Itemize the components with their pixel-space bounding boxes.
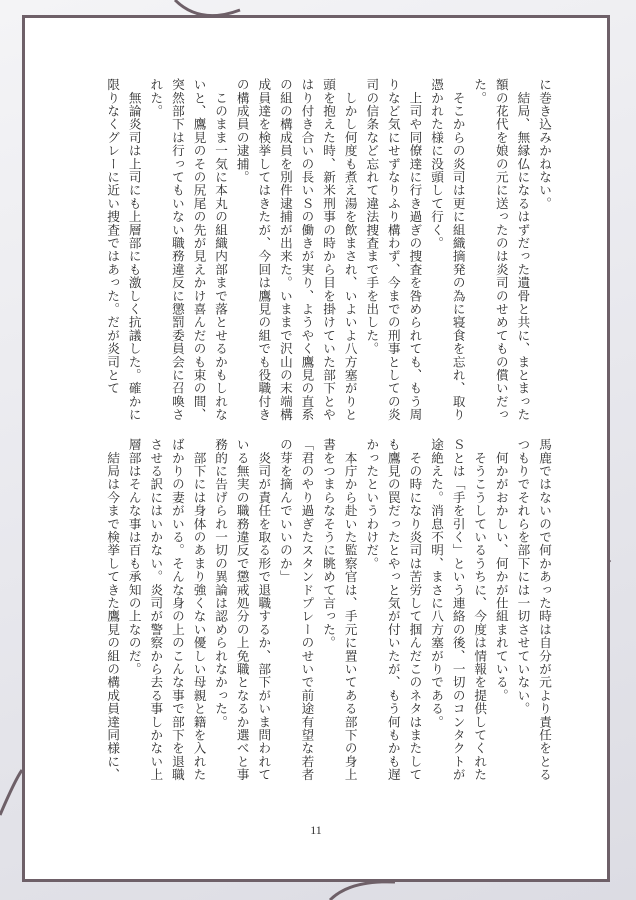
- manuscript-page: [22, 15, 610, 882]
- paragraph: 「君のやり過ぎたスタンドプレーのせいで前途有望な若者の芽を摘んでいいのか」: [277, 438, 315, 782]
- paragraph: そこからの炎司は更に組織摘発の為に寝食を忘れ、取り憑かれた様に没頭して行く。: [429, 78, 466, 422]
- paragraph: このまま一気に本丸の組織内部まで落とせるかもしれないと、鷹見のその尻尾の先が見えかけ喜んだのも束の間、突然部下は行ってもいない職務違反に懲罰委員会に召喚された。: [148, 78, 229, 422]
- paragraph: 何かがおかしい、何かが仕組まれている。: [493, 438, 509, 702]
- paragraph: 結局、無縁仏になるはずだった遺骨と共に、まとまった額の花代を娘の元に送ったのは炎司のせめてもの償いだった。: [472, 78, 531, 422]
- paragraph: 結局は今まで検挙してきた鷹見の組の構成員達同様に、: [105, 438, 121, 782]
- lower-text-block: [69, 438, 555, 793]
- paragraph: 部下には身体のあまり強くない優しい母親と籍を入れたばかりの妻がいる。そんな身の上のこんな事で部下を退職させる訳にはいかない。炎司が警察から去る事しかない上層部はそんな事は百も承知の上なのだ。: [126, 438, 207, 782]
- paragraph: そうこうしているうちに、今度は情報を提供してくれたＳとは「手を引く」という連絡の後、一切のコンタクトが途絶えた。消息不明、まさに八方塞がりである。: [429, 438, 488, 782]
- paragraph: 上司や同僚達に行き過ぎの捜査を咎められても、もう周りなど気にせずなりふり構わず、今までの刑事としての炎司の信条など忘れて違法捜査まで手を出した。: [364, 78, 423, 422]
- paragraph: その時になり炎司は苦労して掴んだこのネタはまたしても鷹見の罠だったとやっと気が付いたが、もう何もかも遅かったというわけだ。: [364, 438, 423, 782]
- paragraph: 馬鹿ではないので何かあった時は自分が元より責任をとるつもりでそれらを部下には一切させていない。: [515, 438, 552, 782]
- paragraph: 無論炎司は上司にも上層部にも激しく抗議した。確かに限りなくグレーに近い捜査ではあった。だが炎司とて: [105, 78, 142, 422]
- upper-text-block: [69, 78, 555, 433]
- paragraph: しかし何度も煮え湯を飲まされ、いよいよ八方塞がりと頭を抱えた時、新米刑事の時から目を掛けていた部下とやはり付き合いの長いＳの働きが実り、ようやく鷹見の直系の組の構成員を別件逮捕が出来た。いままで沢山の末端構成員達を検挙してはきたが、今回は鷹見の組でも役職付きの構成員の逮捕。: [234, 78, 358, 422]
- paragraph: 本庁から赴いた監察官は、手元に置いてある部下の身上書をつまらなそうに眺めて言った。: [321, 438, 358, 782]
- paragraph: 炎司が責任を取る形で退職するか、部下がいま問われている無実の職務違反で懲戒処分の上免職となるか選べと事務的に告げられ一切の異論は認められなかった。: [213, 438, 272, 782]
- paragraph: に巻き込みかねない。: [537, 78, 552, 210]
- page-number: 11: [310, 823, 322, 837]
